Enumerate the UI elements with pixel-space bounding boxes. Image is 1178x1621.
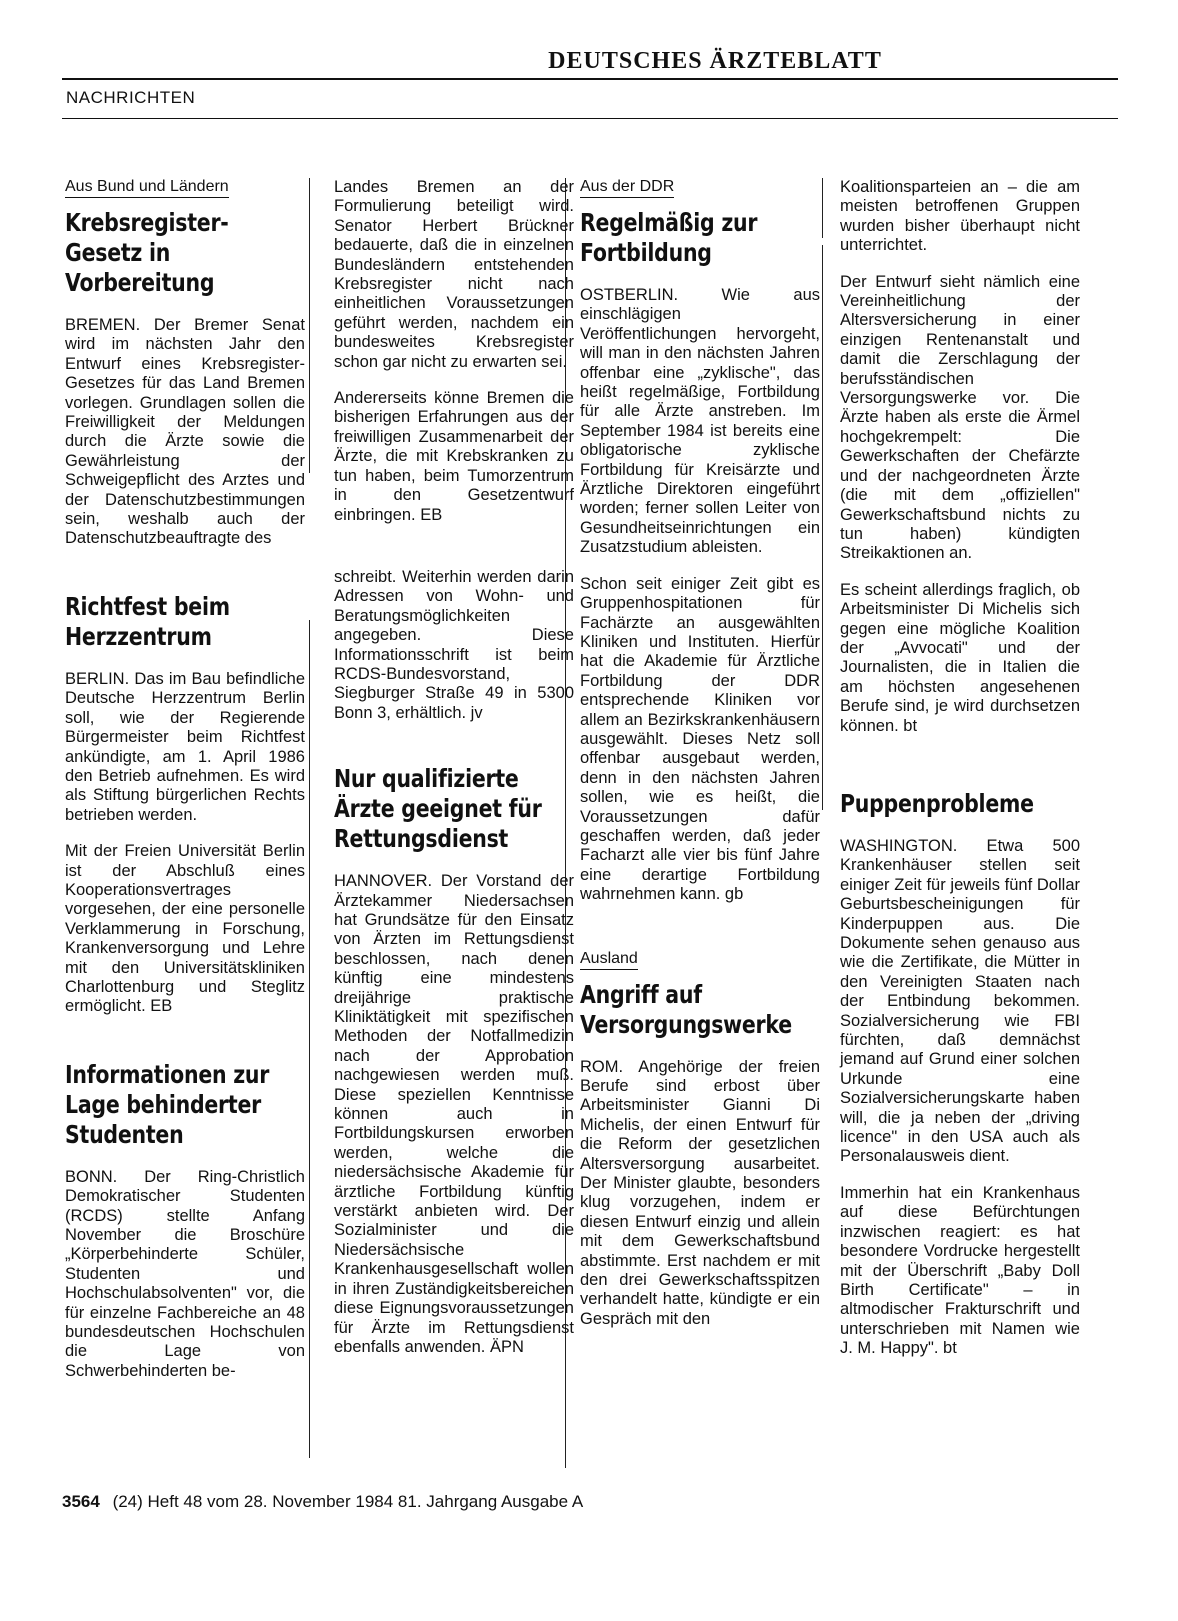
article-paragraph: BREMEN. Der Bremer Senat wird im nächsten Jahr den Entwurf eines Krebsregister-Gesetzes für das Land Bremen vorlegen. Grundlagen sollen die Freiwilligkeit der Meldungen durch die Ärzte sowie die Gewährleistung der Schweigepflicht des Arztes und der Datenschutzbestimmungen sein, weshalb auch der Datenschutzbeauftragte des — [65, 316, 305, 548]
article-headline: Puppenprobleme — [840, 788, 1034, 818]
article-paragraph: Schon seit einiger Zeit gibt es Gruppenhospitationen für Fachärzte an ausgewählten Kliniken und Instituten. Hierfür hat die Akademie für Ärztliche Fortbildung der DDR entsprechende Kliniken vor allem an Bezirkskrankenhäusern ausgewählt. Dieses Netz soll offenbar ausgebaut werden, denn in den nächsten Jahren sollen, wie es heißt, die Voraussetzungen dafür geschaffen werden, daß jeder Facharzt alle vier bis fünf Jahre eine derartige Fortbildung wahrnehmen kann. gb — [580, 574, 820, 904]
article-paragraph: Der Entwurf sieht nämlich eine Vereinheitlichung der Altersversicherung in einer einzigen Rentenanstalt und damit die Zerschlagung der berufsständischen Versorgungswerke vor. Die Ärzte haben als erste die Ärmel hochgekrempelt: Die Gewerkschaften der Chefärzte und der nachgeordneten Ärzte (die mit dem „offiziellen" Gewerkschaftsbund nichts zu tun haben) kündigten Streikaktionen an. — [840, 272, 1080, 563]
article-headline: Angriff auf Versorgungswerke — [580, 979, 792, 1039]
article-paragraph: Mit der Freien Universität Berlin ist der Abschluß eines Kooperationsvertrages vorgesehen, der eine personelle Verklammerung in Forschung, Krankenversorgung und Lehre mit den Universitätskliniken Charlottenburg und Steglitz ermöglicht. EB — [65, 842, 305, 1016]
article-headline: Regelmäßig zur Fortbildung — [580, 208, 758, 267]
article-paragraph: HANNOVER. Der Vorstand der Ärztekammer Niedersachsen hat Grundsätze für den Einsatz von Ärzten im Rettungsdienst beschlossen, nach denen künftig eine mindestens dreijährige praktische Kliniktätigkeit mit spezifischen Methoden der Notfallmedizin nach der Approbation nachgewiesen werden muß. Diese speziellen Kenntnisse können auch in Fortbildungskursen erworben werden, welche die niedersächsische Akademie für ärztliche Fortbildung künftig verstärkt anbieten wird. Der Sozialminister und die Niedersächsische Krankenhausgesellschaft wollen in ihren Zuständigkeitsbereichen diese Eignungsvoraussetzungen für Ärzte im Rettungsdienst ebenfalls anwenden. ÄPN — [334, 872, 574, 1356]
column-2 — [334, 178, 574, 1374]
column-1 — [65, 178, 305, 1398]
section-bar — [62, 82, 1118, 119]
column-rule — [822, 178, 823, 238]
page-footer — [62, 1492, 583, 1512]
article-rubric: Aus Bund und Ländern — [65, 178, 229, 198]
masthead-title: DEUTSCHES ÄRZTEBLATT — [548, 48, 882, 74]
column-4 — [840, 178, 1080, 1376]
article-paragraph: Immerhin hat ein Krankenhaus auf diese Befürchtungen inzwischen reagiert: es hat besondere Vordrucke hergestellt mit der Überschrift „Baby Doll Birth Certificate" – in altmodischer Frakturschrift und unterschrieben mit Namen wie J. M. Happy". bt — [840, 1183, 1080, 1358]
article-rubric: Ausland — [580, 950, 638, 970]
article-rubric: Aus der DDR — [580, 178, 674, 198]
article-headline: Nur qualifizierte Ärzte geeignet für Rettungsdienst — [334, 764, 542, 854]
article-paragraph: ROM. Angehörige der freien Berufe sind erbost über Arbeitsminister Gianni Di Michelis, der einen Entwurf für die Reform der gesetzlichen Altersversorgung ausarbeitet. Der Minister glaubte, besonders klug vorzugehen, indem er diesen Entwurf einzig und allein mit dem Gewerkschaftsbund abstimmte. Erst nachdem er mit den drei Gewerkschaftsspitzen verhandelt hatte, kündigte er ein Gespräch mit den — [580, 1057, 820, 1328]
section-label: NACHRICHTEN — [66, 88, 196, 107]
masthead — [62, 46, 1118, 80]
column-rule — [309, 620, 310, 1458]
column-3 — [580, 178, 820, 1346]
article-paragraph: BERLIN. Das im Bau befindliche Deutsche Herzzentrum Berlin soll, wie der Regierende Bürgermeister beim Richtfest ankündigte, am 1. April 1986 den Betrieb aufnehmen. Es wird als Stiftung bürgerlichen Rechts betrieben werden. — [65, 669, 305, 824]
article-headline: Informationen zur Lage behinderter Studenten — [65, 1059, 270, 1149]
article-paragraph: WASHINGTON. Etwa 500 Krankenhäuser stellen seit einiger Zeit für jeweils fünf Dollar Geburtsbescheinigungen für Kinderpuppen aus. Die Dokumente sehen genauso aus wie die Zertifikate, die Mütter in den Vereinigten Staaten nach der Entbindung bekommen. Sozialversicherung wie FBI fürchten, daß demnächst jemand auf Grund einer solchen Urkunde eine Sozialversicherungskarte haben will, die ja neben der „driving licence" in den USA auch als Personalausweis dient. — [840, 836, 1080, 1166]
article-paragraph: Andererseits könne Bremen die bisherigen Erfahrungen aus der freiwilligen Zusammenarbeit der Ärzte, die mit Krebskranken zu tun haben, beim Tumorzentrum in den Gesetzentwurf einbringen. EB — [334, 389, 574, 524]
column-rule — [822, 245, 823, 810]
article-paragraph: Es scheint allerdings fraglich, ob Arbeitsminister Di Michelis sich gegen eine mögliche Koalition der „Avvocati" und der Journalisten, die in Italien die am höchsten angesehenen Berufe sind, je wird durchsetzen können. bt — [840, 580, 1080, 735]
page-number: 3564 — [62, 1492, 100, 1511]
article-paragraph: OSTBERLIN. Wie aus einschlägigen Veröffentlichungen hervorgeht, will man in den nächsten Jahren offenbar eine „zyklische", das heißt regelmäßige, Fortbildung für alle Ärzte anstreben. Im September 1984 ist bereits eine obligatorische zyklische Fortbildung für Kreisärzte und Ärztliche Direktoren eingeführt worden; ferner sollen Leiter von Gesundheitseinrichtungen ein Zusatzstudium ableisten. — [580, 286, 820, 557]
issue-info: (24) Heft 48 vom 28. November 1984 81. Jahrgang Ausgabe A — [112, 1492, 584, 1511]
article-headline: Richtfest beim Herzzentrum — [65, 591, 230, 651]
article-paragraph: schreibt. Weiterhin werden darin Adressen von Wohn- und Beratungsmöglichkeiten angegeben. Diese Informationsschrift ist beim RCDS-Bundesvorstand, Siegburger Straße 49 in 5300 Bonn 3, erhältlich. jv — [334, 567, 574, 722]
article-headline: Krebsregister-Gesetz in Vorbereitung — [65, 208, 229, 297]
article-paragraph: Koalitionsparteien an – die am meisten betroffenen Gruppen wurden bisher überhaupt nicht unterrichtet. — [840, 178, 1080, 255]
column-rule — [309, 178, 310, 473]
article-paragraph: BONN. Der Ring-Christlich Demokratischer Studenten (RCDS) stellte Anfang November die Broschüre „Körperbehinderte Schüler, Studenten und Hochschulabsolventen" vor, die für einzelne Fachbereiche an 48 bundesdeutschen Hochschulen die Lage von Schwerbehinderten be- — [65, 1167, 305, 1380]
article-paragraph: Landes Bremen an der Formulierung beteiligt wird. Senator Herbert Brückner bedauerte, daß die in einzelnen Bundesländern entstehenden Krebsregister nicht nach einheitlichen Voraussetzungen geführt werden, nachdem ein bundesweites Krebsregister schon gar nicht zu erwarten sei. — [334, 178, 574, 371]
